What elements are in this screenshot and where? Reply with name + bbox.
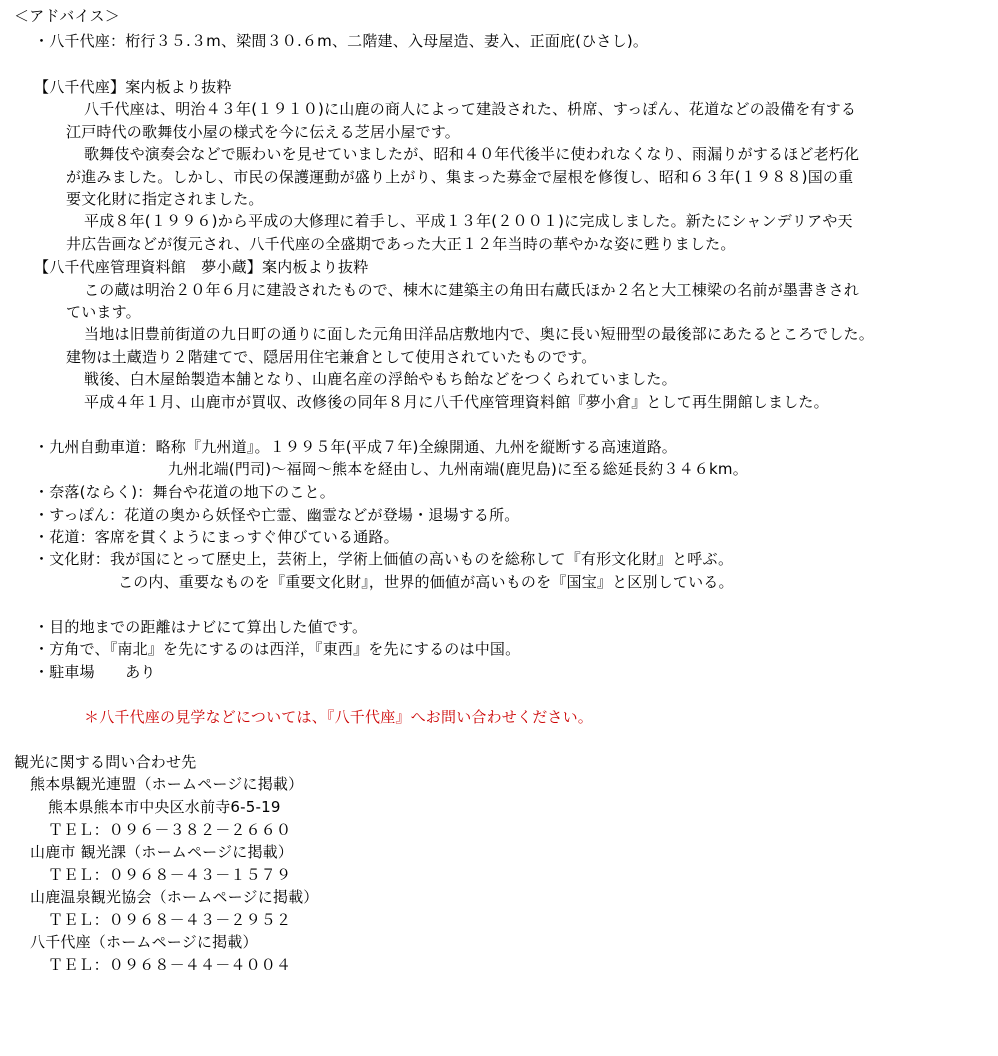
note-item: ・方角で、『南北』を先にするのは西洋，『東西』を先にするのは中国。: [34, 640, 521, 658]
glossary-item: 九州北端(門司)～福岡～熊本を経由し、九州南端(鹿児島)に至る総延長約３４６km。: [168, 460, 748, 478]
glossary-item: ・文化財：我が国にとって歴史上，芸術上，学術上価値の高いものを総称して『有形文化財』と呼ぶ。: [34, 550, 734, 568]
contact-phone: ＴＥＬ：０９６－３８２－２６６０: [48, 821, 292, 839]
note-item: ・目的地までの距離はナビにて算出した値です。: [34, 618, 368, 636]
yachiyoza-sign-line: 江戸時代の歌舞伎小屋の様式を今に伝える芝居小屋です。: [66, 123, 461, 141]
glossary-item: この内、重要なものを『重要文化財』，世界的価値が高いものを『国宝』と区別している。: [118, 573, 734, 591]
glossary-item: ・九州自動車道：略称『九州道』。１９９５年(平成７年)全線開通、九州を縦断する高速道路。: [34, 438, 678, 456]
museum-sign-line: 平成４年１月、山鹿市が買収、改修後の同年８月に八千代座管理資料館『夢小倉』として再生開館しました。: [84, 393, 829, 411]
museum-sign-line: ています。: [66, 303, 141, 321]
yachiyoza-sign-line: 平成８年(１９９６)から平成の大修理に着手し、平成１３年(２００１)に完成しました。新たにシャンデリアや天: [84, 212, 853, 230]
building-info: ・八千代座：桁行３５.３m、梁間３０.６m、二階建、入母屋造、妻入、正面庇(ひさし)。: [34, 32, 649, 50]
yachiyoza-sign-heading: 【八千代座】案内板より抜粋: [34, 78, 232, 96]
museum-sign-line: 建物は土蔵造り２階建てで、隠居用住宅兼倉として使用されていたものです。: [66, 348, 597, 366]
museum-sign-line: 戦後、白木屋飴製造本舗となり、山鹿名産の浮飴やもち飴などをつくられていました。: [84, 370, 677, 388]
glossary-item: ・花道：客席を貫くようにまっすぐ伸びている通路。: [34, 528, 399, 546]
museum-sign-heading: 【八千代座管理資料館 夢小蔵】案内板より抜粋: [34, 258, 369, 276]
yachiyoza-sign-line: 歌舞伎や演奏会などで賑わいを見せていましたが、昭和４０年代後半に使われなくなり、雨漏りがするほど老朽化: [84, 145, 860, 163]
museum-sign-line: この蔵は明治２０年６月に建設されたもので、棟木に建築主の角田右蔵氏ほか２名と大工棟梁の名前が墨書きされ: [84, 281, 859, 299]
contact-org: 八千代座（ホームページに掲載）: [30, 933, 258, 951]
yachiyoza-sign-line: が進みました。しかし、市民の保護運動が盛り上がり、集まった募金で屋根を修復し、昭和６３年(１９８８)国の重: [66, 168, 854, 186]
contact-org: 山鹿温泉観光協会（ホームページに掲載）: [30, 888, 319, 906]
yachiyoza-sign-line: 井広告画などが復元され、八千代座の全盛期であった大正１２年当時の華やかな姿に甦りました。: [66, 235, 736, 253]
yachiyoza-sign-line: 要文化財に指定されました。: [66, 190, 264, 208]
museum-sign-line: 当地は旧豊前街道の九日町の通りに面した元角田洋品店敷地内で、奥に長い短冊型の最後部にあたるところでした。: [84, 325, 874, 343]
contacts-heading: 観光に関する問い合わせ先: [14, 753, 197, 771]
advice-heading: ＜アドバイス＞: [14, 7, 120, 25]
note-item: ・駐車場 あり: [34, 663, 156, 681]
contact-address: 熊本県熊本市中央区水前寺6-5-19: [48, 798, 281, 816]
visit-note: ＊八千代座の見学などについては、『八千代座』へお問い合わせください。: [84, 708, 594, 726]
contact-org: 山鹿市 観光課（ホームページに掲載）: [30, 843, 294, 861]
yachiyoza-sign-line: 八千代座は、明治４３年(１９１０)に山鹿の商人によって建設された、枡席、すっぽん、花道などの設備を有する: [84, 100, 857, 118]
contact-phone: ＴＥＬ：０９６８－４４－４００４: [48, 956, 292, 974]
glossary-item: ・奈落(ならく)：舞台や花道の地下のこと。: [34, 483, 335, 501]
contact-phone: ＴＥＬ：０９６８－４３－１５７９: [48, 866, 292, 884]
glossary-item: ・すっぽん：花道の奥から妖怪や亡霊、幽霊などが登場・退場する所。: [34, 506, 520, 524]
contact-phone: ＴＥＬ：０９６８－４３－２９５２: [48, 911, 292, 929]
contact-org: 熊本県観光連盟（ホームページに掲載）: [30, 775, 304, 793]
